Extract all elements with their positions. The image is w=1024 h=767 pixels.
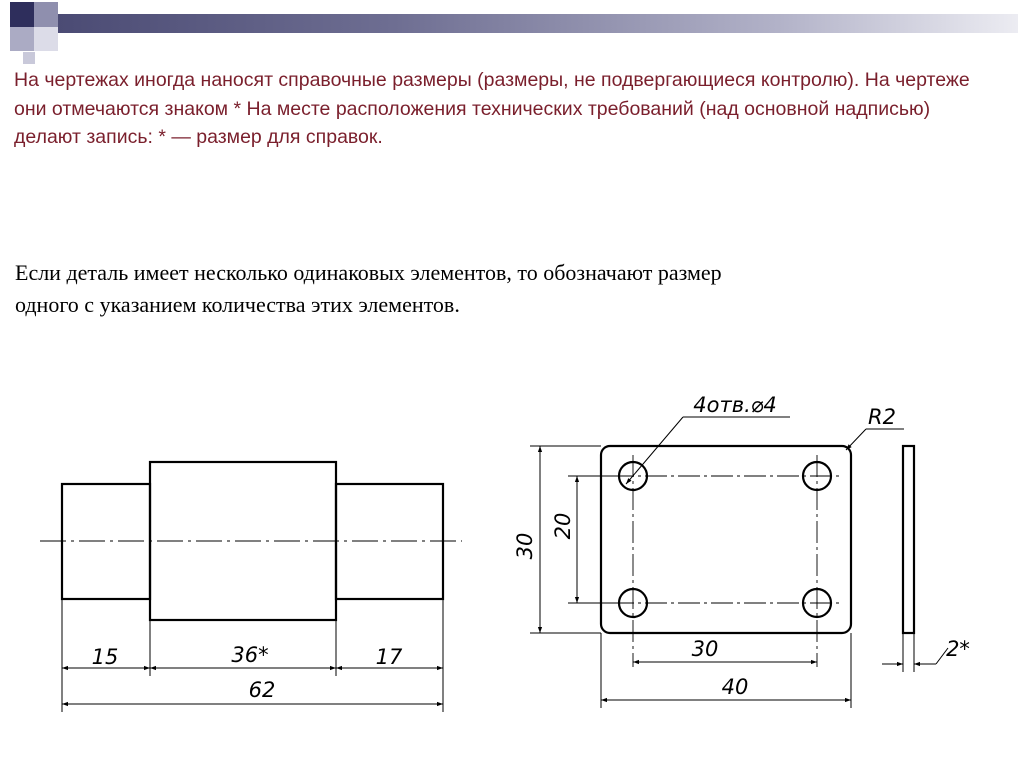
body-paragraph-line-2: одного с указанием количества этих элементов. xyxy=(15,292,460,317)
radius-leader xyxy=(846,429,866,450)
plate-side-view xyxy=(903,446,914,633)
shaft-drawing xyxy=(40,462,462,712)
holes-leader xyxy=(626,417,683,484)
dim-label-17: 17 xyxy=(375,645,403,669)
dim-label-36-reference: 36* xyxy=(231,643,269,667)
dim-label-height-20: 20 xyxy=(551,512,575,540)
body-paragraph-line-1: Если деталь имеет несколько одинаковых элементов, то обозначают размер xyxy=(15,260,722,285)
radius-callout: R2 xyxy=(868,405,896,429)
holes-callout: 4отв.⌀4 xyxy=(693,393,777,417)
dim-label-15: 15 xyxy=(91,645,119,669)
plate-drawing xyxy=(530,417,948,708)
reference-dimensions-note: На чертежах иногда наносят справочные размеры (размеры, не подвергающиеся контролю). На чертеже они отмечаются знаком * На месте расположения технических требований (над основной надписью) делают запись: * — размер для справок. xyxy=(14,69,970,148)
dim-label-width-40: 40 xyxy=(721,675,749,699)
dim-label-thickness-reference: 2* xyxy=(946,637,970,661)
dim-label-62: 62 xyxy=(248,678,276,702)
dim-label-width-30: 30 xyxy=(691,637,719,661)
plate-outline xyxy=(601,446,851,633)
dim-label-height-30: 30 xyxy=(513,532,537,560)
